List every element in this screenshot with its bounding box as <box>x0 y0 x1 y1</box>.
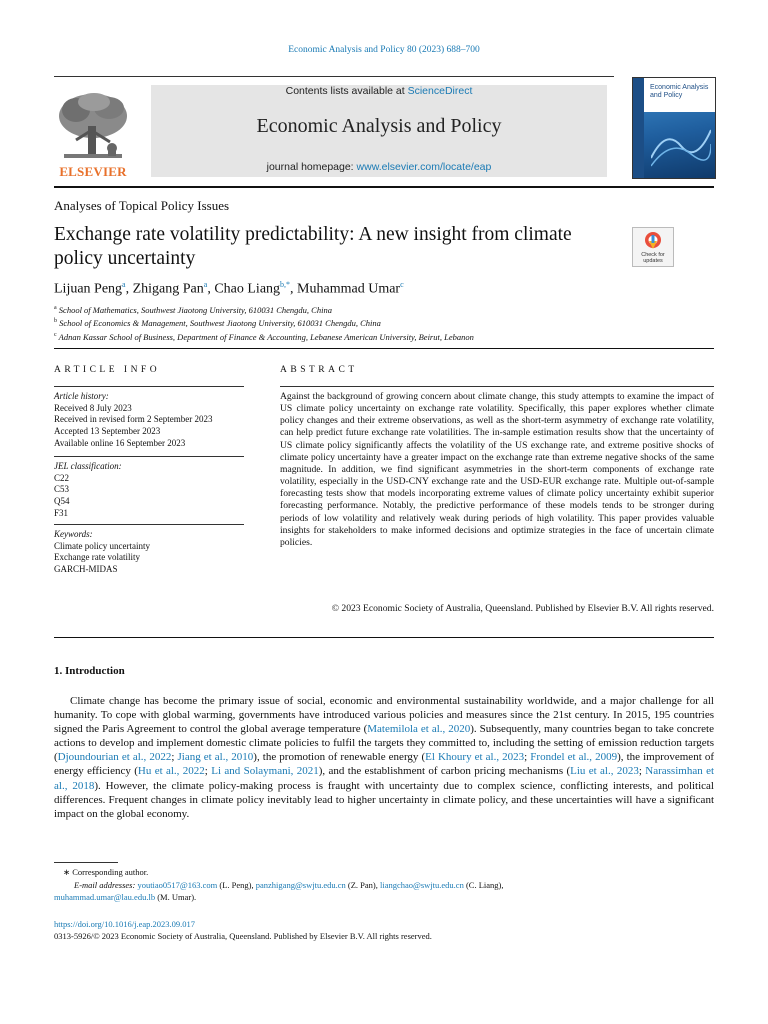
journal-reference[interactable]: Economic Analysis and Policy 80 (2023) 688–700 <box>288 45 480 55</box>
email-label: E-mail addresses: <box>74 880 136 890</box>
body-text: ; <box>171 751 178 764</box>
email-link[interactable]: liangchao@swjtu.edu.cn <box>379 880 464 890</box>
abstract-heading: ABSTRACT <box>280 365 358 375</box>
journal-banner <box>151 85 607 177</box>
elsevier-tree-logo-icon[interactable] <box>54 90 132 180</box>
masthead-top-rule <box>54 76 614 77</box>
body-text: Climate change has become the primary issue of social, economic and environmental sustainability worldwide, and a major challenge for all humanity. To cope with global warming, governments have introduced various policies and measures since the 21st century. In 2015, 195 countries signed the Paris Agreement to control the global average temperature ( <box>54 695 714 736</box>
citation-link[interactable]: Matemilola et al., 2020 <box>367 723 471 736</box>
author-affil-mark[interactable]: c <box>400 280 404 289</box>
journal-title: Economic Analysis and Policy <box>256 115 502 137</box>
affiliation-text: School of Economics & Management, Southwest Jiaotong University, 610031 Chengdu, China <box>59 318 381 329</box>
affiliation-key: a <box>54 305 57 311</box>
citation-link[interactable]: El Khoury et al., 2023 <box>425 751 525 764</box>
author-affil-mark[interactable]: a <box>203 280 208 289</box>
publisher-wordmark: ELSEVIER <box>59 164 127 179</box>
history-label: Article history: <box>54 391 109 401</box>
citation-link[interactable]: Li and Solaymani, 2021 <box>211 765 319 778</box>
journal-homepage <box>151 161 607 173</box>
affiliations <box>54 303 474 343</box>
body-text: ). Subsequently, many countries began to take concrete actions to develop and implement domestic climate policies to fulfil the targets they committed to, including the setting of emission reduction targets ( <box>54 723 714 764</box>
affiliation-text: Adnan Kassar School of Business, Department of Finance & Accounting, Lebanese American University, Beirut, Lebanon <box>58 331 474 342</box>
citation-link[interactable]: Jiang et al., 2010 <box>177 751 254 764</box>
email-link[interactable]: muhammad.umar@lau.edu.lb <box>54 891 156 902</box>
jel-label: JEL classification: <box>54 461 122 471</box>
footnote-corresponding <box>54 867 148 879</box>
crossmark-label: Check for updates <box>641 252 665 264</box>
body-text: ), the promotion of renewable energy ( <box>253 751 426 764</box>
citation-link[interactable]: Djoundourian et al., 2022 <box>57 751 172 764</box>
affiliation-text: School of Mathematics, Southwest Jiaotong University, 610031 Chengdu, China <box>58 304 332 315</box>
jel-code: C53 <box>54 484 70 495</box>
article-section: Analyses of Topical Policy Issues <box>54 198 230 213</box>
affiliation-item <box>54 303 474 316</box>
crossmark-icon <box>644 231 662 251</box>
footnote-star: ∗ <box>63 867 71 877</box>
affiliation-item <box>54 330 474 343</box>
history-item: Received 8 July 2023 <box>54 402 132 413</box>
info-separator <box>54 524 244 525</box>
keyword-item: Exchange rate volatility <box>54 552 140 563</box>
author-affil-mark[interactable]: a <box>122 280 126 289</box>
tree-illustration-icon <box>54 90 132 164</box>
author-affil-mark[interactable]: b,* <box>280 280 291 289</box>
jel-classification <box>54 461 244 520</box>
homepage-link[interactable]: www.elsevier.com/locate/eap <box>356 161 492 173</box>
abstract-copyright: © 2023 Economic Society of Australia, Queensland. Published by Elsevier B.V. All rights reserved. <box>331 603 714 614</box>
abstract-text: Against the background of growing concern about climate change, this study attempts to examine the impact of US climate policy uncertainty on exchange rate volatility. Specifically, this paper explores whether climate policy changes and their extreme observations, as well as the short-term asymmetry of exchange rate volatility, can help predict future exchange rate volatilities. The in-sample estimation results show that the uncertainty of US climate policy significantly affects the volatility of the US exchange rate, and extreme positive shocks of climate policy uncertainty have a greater impact on the exchange rate than extreme negative shocks of the same magnitude. In addition, we find significant asymmetries in the short-term components of exchange rate volatility, especially in the USD-CNY exchange rate and the USD-EUR exchange rate. Multiple out-of-sample forecasting tests show that models incorporating extreme values of climate policy uncertainty exhibit superior forecasting performance. Notably, the predictive performance of these models tends to be stronger during periods of low volatility and relatively weak during periods of high volatility. This paper provides valuable insights for stakeholders to make informed decisions and optimize strategies in the face of uncertain climate policies. <box>280 391 714 548</box>
header-divider <box>54 348 714 349</box>
footnote-emails <box>54 880 714 903</box>
citation-link[interactable]: Hu et al., 2022 <box>137 765 205 778</box>
cover-title: Economic Analysis and Policy <box>650 84 709 99</box>
author-name[interactable]: Zhigang Pan <box>132 281 204 297</box>
email-owner: (Z. Pan), <box>345 880 380 890</box>
keyword-item: Climate policy uncertainty <box>54 540 150 551</box>
info-separator <box>54 456 244 457</box>
history-item: Accepted 13 September 2023 <box>54 426 161 437</box>
body-text: ), the improvement of energy efficiency ( <box>54 751 714 778</box>
body-text: ), and the establishment of carbon pricing mechanisms ( <box>318 765 571 778</box>
body-text: ; <box>638 765 646 778</box>
author-list <box>54 280 404 298</box>
introduction-paragraph <box>54 694 714 821</box>
cover-spine-stripe <box>633 78 644 178</box>
affiliation-item <box>54 316 474 329</box>
contents-availability <box>151 85 607 97</box>
email-link[interactable]: panzhigang@swjtu.edu.cn <box>255 880 346 890</box>
author-name[interactable]: Lijuan Peng <box>54 281 123 297</box>
footnote-rule <box>54 862 118 863</box>
author-name[interactable]: Muhammad Umar <box>297 281 401 297</box>
article-title: Exchange rate volatility predictability: A new insight from climate policy uncertainty <box>54 224 572 269</box>
email-link[interactable]: youtiao0517@163.com <box>137 880 218 890</box>
contents-prefix: Contents lists available at <box>285 85 408 97</box>
jel-code: F31 <box>54 507 69 518</box>
jel-code: Q54 <box>54 496 70 507</box>
sciencedirect-link[interactable]: ScienceDirect <box>407 85 473 97</box>
email-owner: (L. Peng), <box>217 880 256 890</box>
history-item: Available online 16 September 2023 <box>54 437 186 448</box>
author-separator: , <box>125 281 133 297</box>
affiliation-key: b <box>54 318 57 325</box>
keyword-item: GARCH-MIDAS <box>54 564 118 575</box>
citation-link[interactable]: Liu et al., 2023 <box>570 765 639 778</box>
body-text: ). However, the climate policy-making process is fraught with uncertainty due to complex science, conflicting interests, and political differences. Frequent changes in climate policy inevitably lead to higher uncertainty in climate policy, and these uncertainties will have a significant impact on the global economy. <box>54 779 714 820</box>
article-history <box>54 391 244 450</box>
section-heading-introduction: 1. Introduction <box>54 665 125 677</box>
abstract-rule <box>280 386 714 387</box>
email-owner: (C. Liang), <box>463 880 504 890</box>
issn-copyright: 0313-5926/© 2023 Economic Society of Australia, Queensland. Published by Elsevier B.V. All rights reserved. <box>54 931 432 941</box>
author-separator: , <box>290 281 298 297</box>
author-separator: , <box>207 281 215 297</box>
email-owner: (M. Umar). <box>155 891 197 902</box>
doi-link[interactable]: https://doi.org/10.1016/j.eap.2023.09.017 <box>54 919 196 929</box>
keywords <box>54 529 244 576</box>
citation-link[interactable]: Frondel et al., 2009 <box>530 751 618 764</box>
corresponding-author-note: Corresponding author. <box>72 867 149 877</box>
journal-cover-thumbnail[interactable] <box>632 77 716 179</box>
body-text: ; <box>524 751 531 764</box>
masthead-bottom-rule <box>54 186 714 188</box>
history-item: Received in revised form 2 September 2023 <box>54 414 213 425</box>
article-info-heading: ARTICLE INFO <box>54 365 161 375</box>
cover-graphic-icon <box>651 118 711 168</box>
body-text: ; <box>204 765 212 778</box>
article-info-rule <box>54 386 244 387</box>
citation-link[interactable]: Narassimhan et al., 2018 <box>54 765 715 792</box>
check-for-updates-button[interactable] <box>632 227 674 267</box>
affiliation-key: c <box>54 331 57 338</box>
abstract-bottom-rule <box>54 637 714 638</box>
jel-code: C22 <box>54 472 70 483</box>
homepage-prefix: journal homepage: <box>266 161 357 173</box>
keywords-label: Keywords: <box>54 529 93 539</box>
author-name[interactable]: Chao Liang <box>214 281 281 297</box>
